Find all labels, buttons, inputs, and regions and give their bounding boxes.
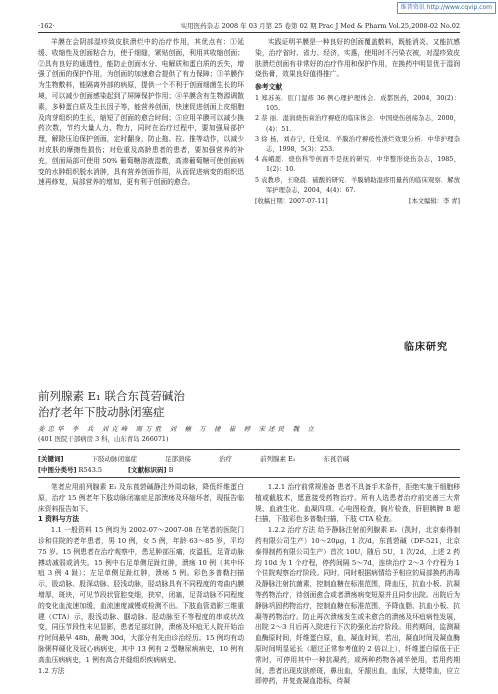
keyword: 治疗	[218, 455, 232, 463]
journal-info: 实用医药杂志 2008 年 03 月第 25 卷第 02 期 Prac J Med & Pharm Vol.25,2008-02 No.02	[180, 22, 460, 30]
article-footer-dates	[255, 197, 460, 208]
reference-item: 3 徐 杨，刘春宁，任爱凤．羊膜治疗褥疮性溃烂效果分析．中华护理杂志，1998，5(3)：253.	[255, 135, 460, 153]
body-paragraph: 1.2.2 治疗方法 给予静脉注射前列腺素 E₁（凯时，北京泰得制药有限公司生产）10～20μg，1 次/d。东莨菪碱（DF-521，北京泰得制药有限公司生产）首次 10U，随后 5U，1 次/2d，上述 2 药均 10d 为 1 个疗程，停药间隔 5～7d，连续治疗 2～3 个疗程为 1 个住院观察治疗阶段。同时，同时根据病情给予相应的局部换药消毒及静脉注射抗菌素，控制血糖在标准范围，降血压，抗血小板、抗凝等药物治疗，待创面愈合或者溃疡病变短原并且同步出院。出院后为静脉巩固药物治疗，控制血糖在标准范围，予降血脂、抗血小板、抗凝等药物治疗。防止再次溃疡发生或未愈合的溃疡及坏疽病性发展，出院 2～3 月后再入院进行下次的强化治疗阶段。用药期间，监测凝血酶原时间，纤维蛋白原，血，凝血时间，若出，凝血时间及凝血酶原时间明显延长（超过正常参考值的 2 倍以上），纤维蛋白原低于正常时，可停用其中一种抗凝药，或两种药物各减半使用，若用药期间，患者出现皮肤瘀斑，鼻出血，牙龈出血，血尿，大便带血，应立即停药，并复查凝血指标，待凝	[255, 526, 460, 686]
keyword: 下肢动脉闭塞症	[91, 455, 137, 463]
reference-item: 4 高峨愿．烧伤科等创面不是抚的研究．中华整形烧伤杂志，1985，1(2)：10.	[255, 156, 460, 174]
keywords-line	[38, 454, 464, 463]
body-paragraph: 1.2.1 治疗前常规准备 患者不具备手术条件，拒绝实施干细胞移植或截肢术，愿意接受药物治疗。所有人选患者治疗前完善三大常规、血液生化、血凝四项、心电图检查，胸片检查，肝胆胰脾 B 超扫描，下肢彩色多普勒扫描，下肢 CTA 检查。	[255, 483, 460, 524]
keywords-label: [关键词]	[38, 455, 64, 463]
classification-line	[38, 465, 464, 474]
previous-article-right-column	[255, 37, 460, 208]
references-heading: 参考文献	[255, 83, 283, 92]
body-paragraph: 实践证明羊膜是一种良好的创面覆盖敷料，既能消炎、又能抗感染，治疗省时、省力、经济，实惠，使用时不污染衣被，对湿疹致皮肤溃烂创面有非常好的治疗作用和保护作用，在换药中明显优于湿润烧伤膏，效果良好值得推广。	[255, 38, 460, 79]
previous-article-left-column	[38, 37, 244, 188]
clc-label: [中图分类号]	[38, 466, 77, 474]
reference-item: 2 萘 丽．湿润烧伤膏治疗褥疮的临床体会．中国烧伤创疡杂志，2000，(4)：51.	[255, 115, 460, 133]
article-body-right-column	[255, 482, 460, 687]
section-label: 临床研究	[404, 342, 448, 353]
reference-item: 1 郑苏英．肛门湿疹 36 例心理护理体会．成都医药，2004，30(2)：105.	[255, 94, 460, 113]
article-body-left-column	[38, 482, 244, 676]
keyword: 前列腺素 E₁	[259, 455, 296, 463]
article-authors: 姜忠华 李 兵 刘克峰 周万胜 刘 楠 万 捷 崔 婷 宋述民 魏 立	[38, 425, 318, 433]
article-title-line: 前列腺素 E₁ 联合东莨菪碱治	[38, 389, 185, 403]
divider	[38, 449, 460, 450]
keyword: 东莨菪碱	[323, 455, 350, 463]
doc-code: B	[168, 466, 174, 474]
reference-item: 5 袁教珍，王晓晨．硫酸的研究．羊膜辅助湿疹用量药的临床观察．解放军护理杂志，2004，4(4)：67.	[255, 176, 460, 194]
body-paragraph: 羊膜在会阴部湿疹致皮肤溃烂中的治疗作用，其优点有：①延缓、收缩性及创面粘合力，使于细缝，紧贴创面，利用其收缩创面；②具有良好的通透性，能防止创面水分、电解质和蛋白质的丢失，增强了创面的保护作用，为创面的加速愈合提供了有力保障；③羊膜作为生物敷料，能隔离外部的病原，提供一个不利于创面细菌生长的环境，可以减少创面感染起到了屏障保护作用；④羊膜含有生物源调散素，多种蛋白质及生长因子等，能营养创面，快速促进创面上皮细胞及肉芽组织的生长，缩短了创面的愈合时间；⑤应用羊膜可以减少换药次数，节约大量人力、物力，同时在治疗过程中，要加强局部护理，解除压迫保护创面，定时翻身，防止拖、拉、推等动作，以减少对皮肤的摩擦性损伤；对危重及高龄患者的患者，要加强营养的补充，创面局部可使用 50% 葡萄糖溶液湿敷，高渗葡萄糖可使创面病变的水肿组织脱水消肿，具有营养创面作用，从而促进病变的组织迅速再修复，局部营养的增加，更有利于创面的愈合。	[38, 38, 244, 187]
section-heading: 1 资料与方法	[38, 515, 80, 524]
source-watermark: 维普资讯 http://www.cqvip.com	[397, 2, 496, 14]
received-date: [收稿日期：2007-07-11]	[255, 198, 328, 206]
doc-code-label: [文献标识码]	[128, 466, 167, 474]
article-title-line: 治疗老年下肢动脉闭塞症	[38, 404, 165, 419]
body-paragraph: 笔者应用前列腺素 E₁ 及东莨菪碱静注外周动脉，降低纤维蛋白原，治疗 15 例老年下肢动脉闭塞症足部溃疡及环缩坏者，现报告临床资料报告如下。	[38, 483, 244, 513]
article-affiliation: (401 医院干部病房 3 科，山东青岛 266071)	[38, 435, 169, 443]
editor-note: [本文编辑：李 青]	[409, 198, 460, 206]
subsection-heading: 1.2 方法	[38, 666, 65, 675]
clc-code: R543.5	[78, 466, 103, 474]
article-title	[38, 389, 185, 420]
body-paragraph: 1.1 一般资料 15 例均为 2002-07～2007-08 在笔者的医院门诊和住院的老年患者，男 10 例，女 5 例，年龄 63～85 岁，平均 75 岁。15 例患者在治疗观察中，患足肿部压痛，皮温低，足背动脉搏动减弱或消失。15 例中右足单侧足趾红肿，溃疡 10 例（其中坏疽 3 例 4 趾）；左足单侧足趾红肿，溃疡 5 例。彩色多普勒扫描示，股动脉、股深动脉、胫浅动脉，胫动脉具有不同程度的弯曲内膜增厚，斑块，可见节段状管腔变细，狭窄，闭塞，足背动脉不同程度的变化血流速加缓，血流速度减慢或检测不出。下肢血管造影三维重建（CTA）示，股浅动脉、腘动脉、胫动脉至不等程度的串或状改变，同压节段性末见显影，患者足部红肿，溃疡及坏疽无人院开始治疗时间最早 48h，最晚 30d，大部分有先由诊治经历。15 例均有动脉粥样硬化及冠心病病史，其中 13 例有 2 型糖尿病病史，10 例有高血压病病史，1 例有高合并缝组织疾病病史。	[38, 526, 244, 664]
divider	[38, 477, 460, 478]
page-number: ·162·	[38, 22, 55, 30]
keyword: 足部溃疡	[164, 455, 191, 463]
running-header	[38, 20, 460, 33]
